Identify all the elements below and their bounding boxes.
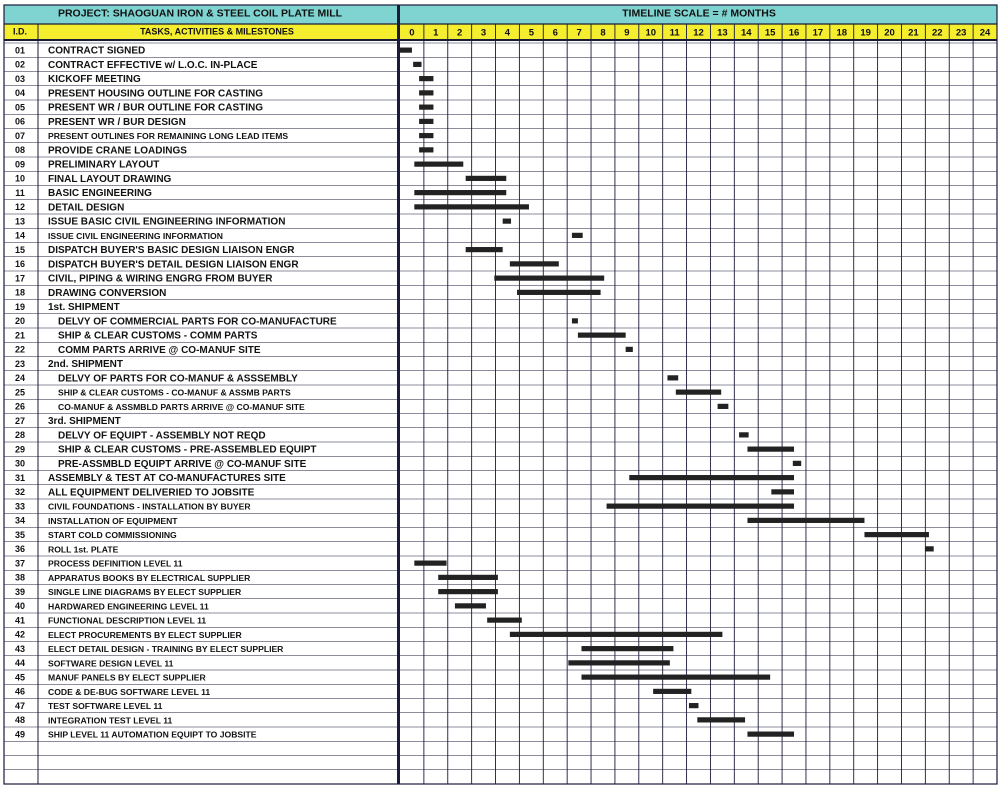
task-name: DISPATCH BUYER'S BASIC DESIGN LIAISON ENGR (48, 245, 295, 257)
task-name: INSTALLATION OF EQUIPMENT (48, 515, 178, 526)
task-id: 45 (14, 672, 26, 683)
task-id: 20 (14, 316, 26, 327)
month-tick-label: 7 (576, 27, 582, 39)
task-name: DELVY OF COMMERCIAL PARTS FOR CO-MANUFACTURE (58, 316, 337, 328)
task-name: DELVY OF EQUIPT - ASSEMBLY NOT REQD (58, 430, 266, 442)
task-bar (494, 276, 604, 281)
month-tick-label: 6 (552, 27, 558, 39)
month-tick-label: 11 (669, 27, 680, 39)
task-bar (697, 717, 745, 722)
task-bar (438, 575, 498, 580)
task-bar (572, 233, 583, 238)
task-name: ASSEMBLY & TEST AT CO-MANUFACTURES SITE (48, 473, 286, 485)
task-name: ISSUE CIVIL ENGINEERING INFORMATION (48, 230, 223, 241)
task-id: 28 (14, 430, 26, 441)
task-id: 27 (14, 415, 26, 426)
task-bar (653, 689, 691, 694)
month-tick-label: 24 (979, 27, 991, 39)
task-bar (771, 489, 794, 494)
task-bar (413, 62, 421, 67)
task-name: MANUF PANELS BY ELECT SUPPLIER (48, 672, 206, 683)
table-timeline-divider (397, 5, 400, 784)
task-id: 41 (14, 615, 26, 626)
task-id: 08 (14, 145, 26, 156)
task-id: 46 (14, 686, 26, 697)
task-id: 37 (14, 558, 26, 569)
task-name: PROCESS DEFINITION LEVEL 11 (48, 558, 183, 569)
task-bar (925, 546, 933, 551)
task-bar (466, 247, 503, 252)
month-tick-label: 15 (764, 27, 776, 39)
task-name: CIVIL, PIPING & WIRING ENGRG FROM BUYER (48, 273, 273, 285)
task-name: PRESENT WR / BUR DESIGN (48, 116, 186, 128)
task-id: 21 (14, 330, 26, 341)
task-id: 34 (14, 515, 26, 526)
task-id: 10 (14, 173, 26, 184)
task-id: 05 (14, 102, 26, 113)
month-tick-label: 18 (836, 27, 848, 39)
task-name: CONTRACT EFFECTIVE w/ L.O.C. IN-PLACE (48, 59, 258, 71)
month-tick-label: 2 (457, 27, 463, 39)
task-id: 38 (14, 572, 26, 583)
task-bar (568, 660, 669, 665)
task-name: DRAWING CONVERSION (48, 287, 167, 299)
task-id: 30 (14, 458, 26, 469)
month-tick-label: 14 (740, 27, 752, 39)
task-bar (438, 589, 498, 594)
task-name: SHIP & CLEAR CUSTOMS - COMM PARTS (58, 330, 258, 342)
task-name: ALL EQUIPMENT DELIVERIED TO JOBSITE (48, 487, 255, 499)
month-tick-label: 13 (717, 27, 728, 39)
task-name: 3rd. SHIPMENT (48, 416, 121, 428)
task-name: BASIC ENGINEERING (48, 188, 152, 200)
project-title: PROJECT: SHAOGUAN IRON & STEEL COIL PLATE MILL (57, 7, 343, 20)
task-id: 22 (14, 344, 26, 355)
task-id: 07 (14, 130, 26, 141)
month-tick-label: 9 (624, 27, 630, 39)
task-bar (414, 190, 506, 195)
id-column-header: I.D. (12, 26, 28, 37)
task-name: KICKOFF MEETING (48, 74, 141, 86)
month-tick-label: 22 (932, 27, 943, 39)
task-bar (739, 432, 749, 437)
task-id: 44 (14, 658, 26, 669)
task-name: SOFTWARE DESIGN LEVEL 11 (48, 658, 174, 669)
month-tick-label: 23 (955, 27, 967, 39)
tasks-column-header: TASKS, ACTIVITIES & MILESTONES (140, 26, 294, 37)
task-bar (400, 48, 412, 53)
task-bar (578, 333, 626, 338)
month-tick-label: 3 (480, 27, 487, 39)
task-name: 1st. SHIPMENT (48, 302, 120, 314)
task-bar (864, 532, 928, 537)
task-bar (419, 119, 433, 124)
task-bar (581, 675, 770, 680)
task-bar (419, 90, 433, 95)
task-bar (510, 261, 559, 266)
task-id: 16 (14, 259, 26, 270)
task-bar (503, 219, 511, 224)
timeline-title: TIMELINE SCALE = # MONTHS (622, 7, 776, 20)
task-bar (629, 475, 794, 480)
task-bar (419, 76, 433, 81)
task-name: ROLL 1st. PLATE (48, 544, 119, 555)
task-id: 19 (14, 301, 26, 312)
task-bar (607, 504, 794, 509)
task-id: 33 (14, 501, 26, 512)
task-bar (581, 646, 673, 651)
task-id: 39 (14, 586, 26, 597)
task-id: 43 (14, 643, 26, 654)
task-id: 31 (14, 472, 26, 483)
task-id: 17 (14, 273, 26, 284)
task-name: COMM PARTS ARRIVE @ CO-MANUF SITE (58, 344, 261, 356)
task-id: 40 (14, 601, 26, 612)
task-bar (517, 290, 601, 295)
task-name: START COLD COMMISSIONING (48, 530, 177, 541)
task-name: DETAIL DESIGN (48, 202, 125, 214)
task-id: 06 (14, 116, 26, 127)
task-id: 47 (14, 700, 26, 711)
task-id: 15 (14, 244, 26, 255)
task-name: FUNCTIONAL DESCRIPTION LEVEL 11 (48, 615, 207, 626)
task-bar (718, 404, 729, 409)
task-name: INTEGRATION TEST LEVEL 11 (48, 715, 173, 726)
task-name: PRESENT WR / BUR OUTLINE FOR CASTING (48, 102, 263, 114)
task-id: 42 (14, 629, 26, 640)
task-id: 01 (14, 45, 26, 56)
task-id: 23 (14, 358, 26, 369)
task-id: 13 (14, 216, 26, 227)
task-name: TEST SOFTWARE LEVEL 11 (48, 701, 163, 712)
task-name: CO-MANUF & ASSMBLD PARTS ARRIVE @ CO-MANUF SITE (58, 401, 305, 412)
task-bar (689, 703, 699, 708)
task-id: 02 (14, 59, 26, 70)
task-name: PRESENT HOUSING OUTLINE FOR CASTING (48, 88, 264, 100)
task-bar (793, 461, 801, 466)
task-name: FINAL LAYOUT DRAWING (48, 173, 172, 185)
task-id: 29 (14, 444, 26, 455)
month-tick-label: 16 (788, 27, 800, 39)
task-id: 49 (14, 729, 26, 740)
task-id: 48 (14, 715, 26, 726)
task-name: 2nd. SHIPMENT (48, 359, 124, 371)
month-tick-label: 8 (600, 27, 606, 39)
task-name: CIVIL FOUNDATIONS - INSTALLATION BY BUYER (48, 501, 251, 512)
task-bar (487, 618, 522, 623)
month-tick-label: 4 (504, 27, 511, 39)
task-bar (466, 176, 507, 181)
task-id: 36 (14, 544, 26, 555)
month-tick-label: 1 (433, 27, 439, 39)
task-name: PRELIMINARY LAYOUT (48, 159, 160, 171)
month-tick-label: 5 (528, 27, 534, 39)
task-bar (572, 318, 578, 323)
task-name: PRESENT OUTLINES FOR REMAINING LONG LEAD ITEMS (48, 131, 289, 142)
task-id: 03 (14, 73, 26, 84)
task-id: 35 (14, 529, 26, 540)
task-bar (414, 561, 446, 566)
task-id: 12 (14, 202, 26, 213)
task-bar (419, 147, 433, 152)
task-name: ELECT DETAIL DESIGN - TRAINING BY ELECT SUPPLIER (48, 644, 284, 655)
task-name: SHIP LEVEL 11 AUTOMATION EQUIPT TO JOBSITE (48, 729, 257, 740)
task-name: CONTRACT SIGNED (48, 45, 146, 57)
month-tick-label: 21 (908, 27, 919, 39)
task-id: 18 (14, 287, 26, 298)
task-id: 11 (15, 187, 25, 198)
task-name: PROVIDE CRANE LOADINGS (48, 145, 187, 157)
month-tick-label: 0 (409, 27, 415, 39)
month-tick-label: 19 (860, 27, 871, 39)
task-name: APPARATUS BOOKS BY ELECTRICAL SUPPLIER (48, 572, 251, 583)
task-bar (626, 347, 633, 352)
task-id: 24 (14, 373, 26, 384)
task-bar (414, 204, 529, 209)
task-id: 09 (14, 159, 26, 170)
task-bar (510, 632, 723, 637)
month-tick-label: 12 (693, 27, 704, 39)
task-bar (419, 133, 433, 138)
task-name: SINGLE LINE DIAGRAMS BY ELECT SUPPLIER (48, 587, 242, 598)
month-tick-label: 17 (812, 27, 824, 39)
task-name: HARDWARED ENGINEERING LEVEL 11 (48, 601, 209, 612)
month-tick-label: 20 (884, 27, 895, 39)
task-name: PRE-ASSMBLD EQUIPT ARRIVE @ CO-MANUF SITE (58, 458, 307, 470)
task-name: DELVY OF PARTS FOR CO-MANUF & ASSSEMBLY (58, 373, 298, 385)
task-bar (747, 447, 794, 452)
task-name: ISSUE BASIC CIVIL ENGINEERING INFORMATION (48, 216, 286, 228)
task-name: ELECT PROCUREMENTS BY ELECT SUPPLIER (48, 629, 242, 640)
task-bar (419, 105, 433, 110)
task-id: 26 (14, 401, 26, 412)
task-id: 04 (14, 88, 26, 99)
task-id: 25 (14, 387, 26, 398)
task-name: SHIP & CLEAR CUSTOMS - CO-MANUF & ASSMB PARTS (58, 387, 291, 398)
labels (13, 8, 991, 740)
task-bar (667, 375, 678, 380)
task-bar (455, 603, 486, 608)
task-name: DISPATCH BUYER'S DETAIL DESIGN LIAISON ENGR (48, 259, 299, 271)
task-id: 32 (14, 487, 26, 498)
task-bar (747, 732, 794, 737)
task-name: SHIP & CLEAR CUSTOMS - PRE-ASSEMBLED EQUIPT (58, 444, 317, 456)
task-bar (414, 162, 463, 167)
task-name: CODE & DE-BUG SOFTWARE LEVEL 11 (48, 686, 211, 697)
month-tick-label: 10 (645, 27, 657, 39)
task-id: 14 (14, 230, 26, 241)
task-bar (676, 390, 721, 395)
task-bar (747, 518, 864, 523)
